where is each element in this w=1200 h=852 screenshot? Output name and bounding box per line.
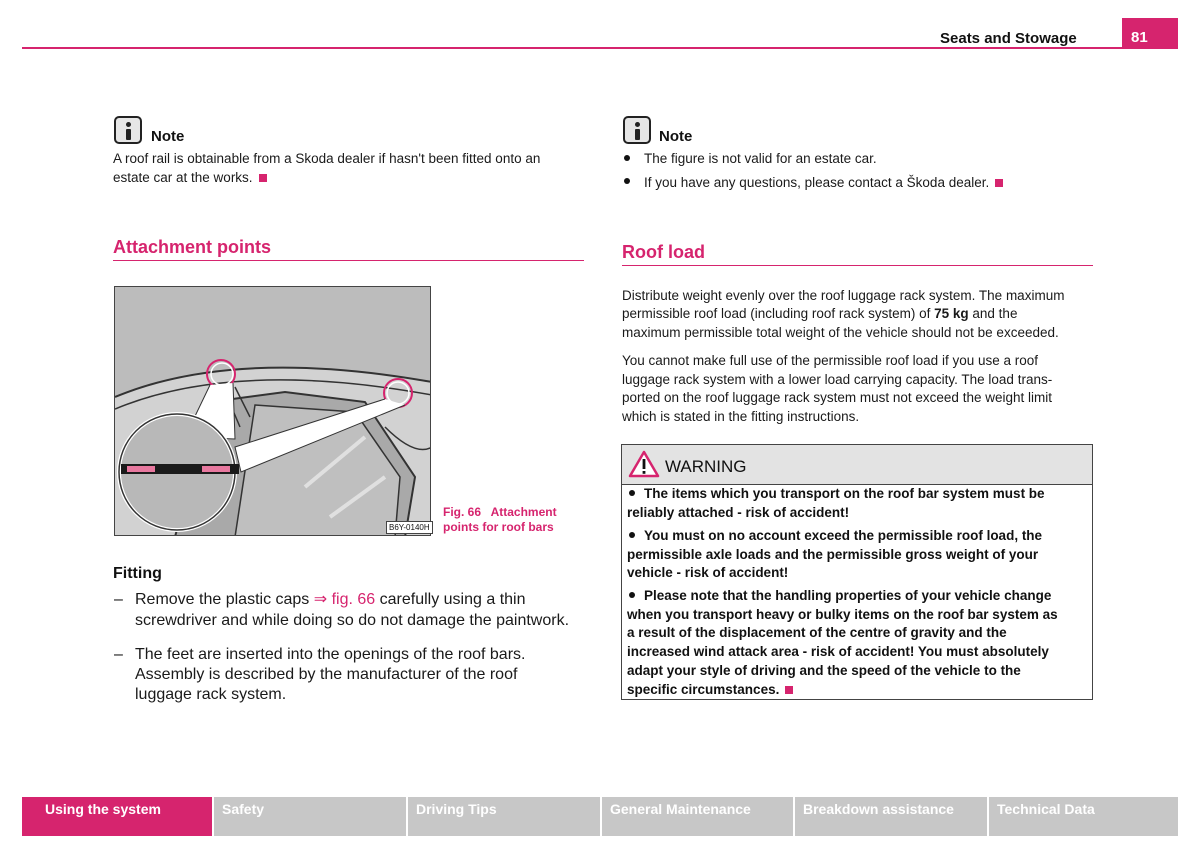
dash-marker: – — [114, 646, 123, 663]
bullet — [624, 178, 630, 184]
fitting-step2-line2: Assembly is described by the manufacturer of the roof — [135, 666, 518, 683]
step1-post: carefully using a thin — [375, 591, 526, 608]
right-note-title: Note — [659, 128, 693, 145]
info-icon — [114, 116, 142, 144]
caption-line1: Fig. 66 Attachment — [443, 505, 557, 519]
footer-tab-technical-data[interactable]: Technical Data — [989, 797, 1178, 836]
fitting-step2-line1: The feet are inserted into the openings of the roof bars. — [135, 646, 526, 663]
end-marker — [785, 686, 793, 694]
fitting-step1-line1 — [135, 590, 526, 611]
fitting-heading: Fitting — [113, 565, 162, 582]
section-title: Seats and Stowage — [940, 30, 1077, 47]
roof-load-p1-line1: Distribute weight evenly over the roof luggage rack system. The maximum — [622, 288, 1065, 303]
right-note-bullet2-wrap — [644, 173, 1003, 192]
bullet — [629, 592, 635, 598]
warning-box — [621, 444, 1093, 700]
footer-tab-driving-tips[interactable]: Driving Tips — [408, 797, 600, 836]
p1-line2-pre: permissible roof load (including roof rack system) of — [622, 306, 935, 321]
right-note-bullet2: If you have any questions, please contact a Škoda dealer. — [644, 175, 990, 190]
warning-item-1 — [627, 485, 1089, 522]
p1-line2-post: and the — [968, 306, 1018, 321]
left-note-line2-wrap — [113, 168, 267, 187]
footer-tab-safety[interactable]: Safety — [214, 797, 406, 836]
dash-marker: – — [114, 591, 123, 608]
bullet — [629, 532, 635, 538]
max-roof-load-value: 75 kg — [934, 306, 969, 321]
roof-load-p1-line2 — [622, 304, 1017, 323]
roof-load-p2-line4: which is stated in the fitting instructions. — [622, 409, 860, 424]
footer-tab-general-maintenance[interactable]: General Maintenance — [602, 797, 793, 836]
end-marker — [259, 174, 267, 182]
left-note-line1: A roof rail is obtainable from a Skoda dealer if hasn't been fitted onto an — [113, 151, 541, 166]
roof-load-p2-line2: luggage rack system with a lower load carrying capacity. The load trans- — [622, 372, 1053, 387]
warning-item3-line4: increased wind attack area - risk of accident! You must absolutely — [627, 644, 1049, 660]
page-number: 81 — [1122, 18, 1178, 49]
figure-caption — [443, 505, 557, 535]
right-note-bullet1: The figure is not valid for an estate car. — [644, 151, 877, 166]
warning-title: WARNING — [665, 457, 747, 476]
attachment-heading: Attachment points — [113, 237, 272, 257]
warning-item3-line1: Please note that the handling properties of your vehicle change — [644, 588, 1052, 603]
roof-load-heading: Roof load — [622, 242, 705, 262]
warning-item1-line2: reliably attached - risk of accident! — [627, 504, 850, 520]
figure-code: B6Y-0140H — [386, 521, 433, 534]
section-rule — [622, 265, 1093, 266]
warning-item3-line3: a result of the displacement of the centre of gravity and the — [627, 625, 1007, 641]
section-rule — [113, 260, 584, 261]
car-roof-illustration — [115, 287, 431, 536]
roof-load-p2-line1: You cannot make full use of the permissible roof load if you use a roof — [622, 353, 1038, 368]
warning-item-2 — [627, 527, 1089, 583]
roof-load-p1-line3: maximum permissible total weight of the vehicle should not be exceeded. — [622, 325, 1059, 340]
bullet — [629, 490, 635, 496]
warning-item2-line2: permissible axle loads and the permissible gross weight of your — [627, 546, 1039, 562]
warning-item3-line5: adapt your style of driving and the speed of the vehicle to the — [627, 662, 1021, 678]
header-rule — [22, 47, 1178, 49]
warning-item2-line3: vehicle - risk of accident! — [627, 565, 789, 581]
caption-line2: points for roof bars — [443, 520, 554, 534]
footer-tab-breakdown-assistance[interactable]: Breakdown assistance — [795, 797, 987, 836]
warning-header — [622, 445, 1092, 485]
step1-pre: Remove the plastic caps — [135, 591, 314, 608]
fitting-step2-line3: luggage rack system. — [135, 686, 287, 703]
warning-item2-line1: You must on no account exceed the permissible roof load, the — [644, 528, 1043, 543]
fig-66-link[interactable]: ⇒ fig. 66 — [313, 591, 376, 608]
warning-item-3 — [627, 587, 1089, 699]
left-note-title: Note — [151, 128, 185, 145]
warning-item1-line1: The items which you transport on the roof bar system must be — [644, 486, 1045, 501]
warning-triangle-icon — [628, 450, 660, 478]
info-icon — [623, 116, 651, 144]
left-note-line2: estate car at the works. — [113, 170, 253, 185]
warning-item3-line2: when you transport heavy or bulky items on the roof bar system as — [627, 606, 1058, 622]
footer-tab-using-the-system[interactable]: Using the system — [22, 797, 212, 836]
fitting-step1-line2: screwdriver and while doing so do not damage the paintwork. — [135, 612, 570, 629]
warning-item3-line6: specific circumstances. — [627, 681, 780, 697]
roof-load-p2-line3: ported on the roof luggage rack system must not exceed the weight limit — [622, 390, 1052, 405]
bullet — [624, 155, 630, 161]
roof-bar-figure — [114, 286, 431, 536]
end-marker — [995, 179, 1003, 187]
